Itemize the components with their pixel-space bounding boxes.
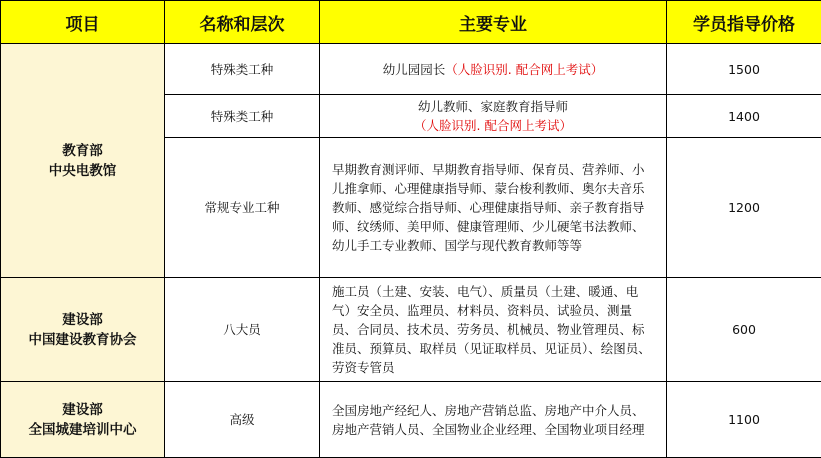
level-cell: 八大员 (165, 278, 320, 382)
major-note: （人脸识别. 配合网上考试） (445, 61, 604, 77)
dept-line: 中央电教馆 (48, 162, 117, 179)
dept-line: 教育部 (62, 142, 103, 159)
header-level: 名称和层次 (165, 1, 320, 44)
header-row (1, 1, 821, 44)
major-note: （人脸识别. 配合网上考试） (414, 118, 572, 133)
major-cell: 全国房地产经纪人、房地产营销总监、房地产中介人员、房地产营销人员、全国物业企业经理、全国物业项目经理 (320, 382, 667, 458)
price-cell: 1500 (667, 44, 821, 95)
dept-cell (1, 278, 165, 382)
price-cell: 1200 (667, 138, 821, 278)
major-cell (320, 95, 667, 138)
major-cell: 早期教育测评师、早期教育指导师、保育员、营养师、小儿推拿师、心理健康指导师、蒙台梭利教师、奥尔夫音乐教师、感觉综合指导师、心理健康指导师、亲子教育指导师、纹绣师、美甲师、健康管理师、少儿硬笔书法教师、幼儿手工专业教师、国学与现代教育教师等等 (320, 138, 667, 278)
price-cell: 1400 (667, 95, 821, 138)
level-cell: 常规专业工种 (165, 138, 320, 278)
major-text: 幼儿教师、家庭教育指导师 (417, 99, 568, 114)
dept-line: 建设部 (62, 311, 103, 328)
price-cell: 1100 (667, 382, 821, 458)
level-cell: 特殊类工种 (165, 44, 320, 95)
dept-line: 建设部 (62, 401, 103, 418)
price-cell: 600 (667, 278, 821, 382)
major-text: 幼儿园园长 (382, 61, 446, 77)
header-project: 项目 (1, 1, 165, 44)
dept-line: 中国建设教育协会 (28, 331, 137, 348)
major-cell: 施工员（土建、安装、电气）、质量员（土建、暖通、电气）安全员、监理员、材料员、资料员、试验员、测量员、合同员、技术员、劳务员、机械员、物业管理员、标准员、预算员、取样员（见证取样员、见证员）、绘图员、劳资专管员 (320, 278, 667, 382)
table-row (1, 44, 821, 95)
header-major: 主要专业 (320, 1, 667, 44)
table-row (1, 382, 821, 458)
major-cell (320, 44, 667, 95)
level-cell: 特殊类工种 (165, 95, 320, 138)
dept-cell (1, 382, 165, 458)
level-cell: 高级 (165, 382, 320, 458)
dept-cell (1, 44, 165, 278)
table-row (1, 278, 821, 382)
header-price: 学员指导价格 (667, 1, 821, 44)
dept-line: 全国城建培训中心 (28, 421, 137, 438)
